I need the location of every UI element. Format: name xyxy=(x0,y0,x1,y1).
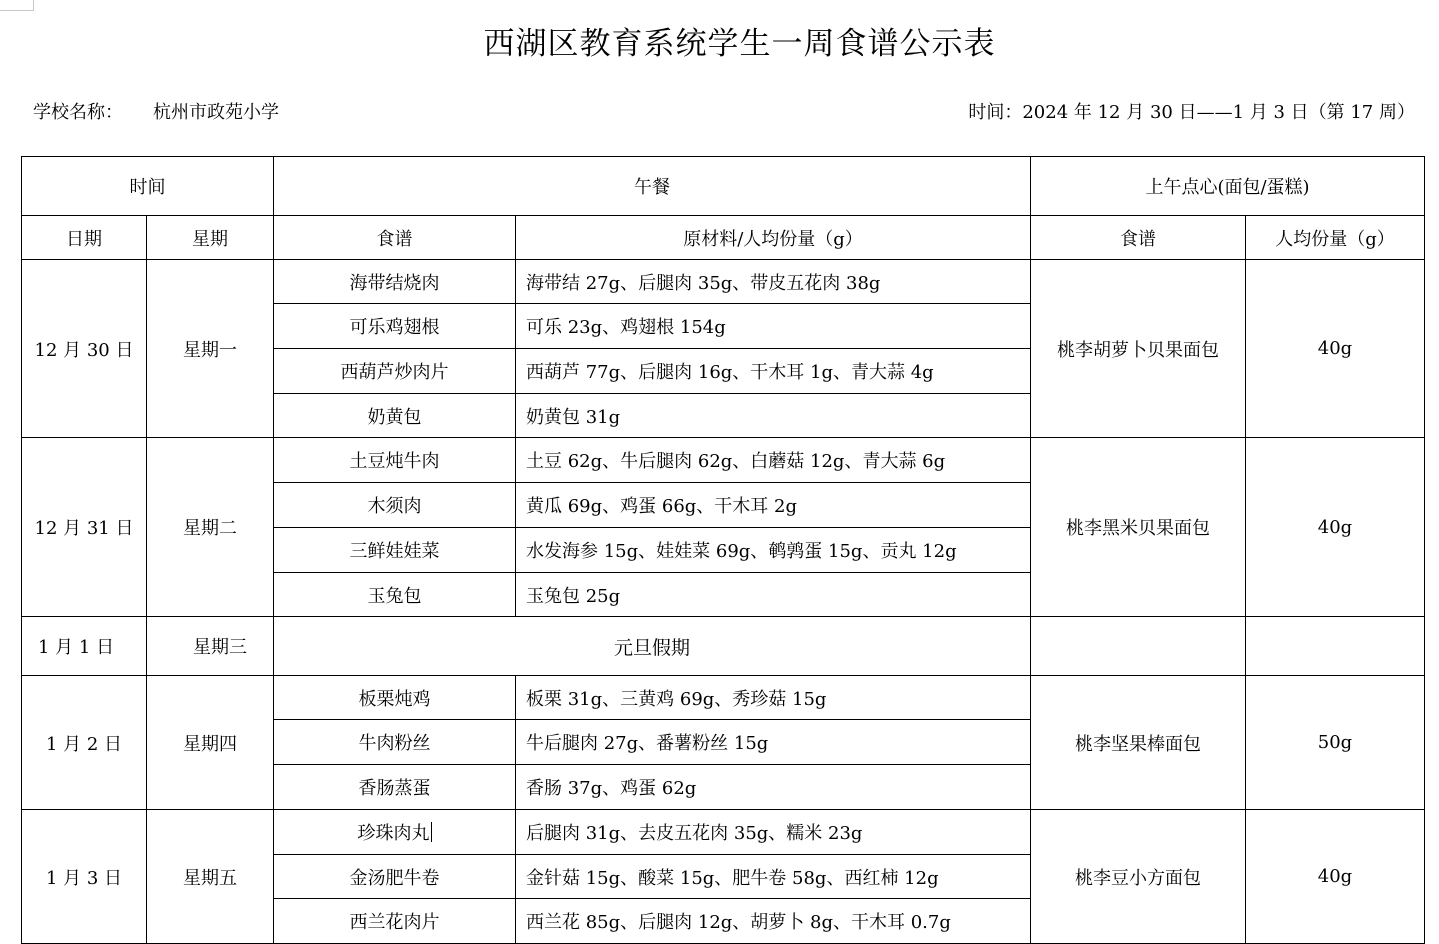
dish-name: 可乐鸡翅根 xyxy=(349,317,440,338)
period-info[interactable]: 时间：2024 年 12 月 30 日——1 月 3 日（第 17 周） xyxy=(968,102,1415,123)
ingredients-cell[interactable]: 西葫芦 77g、后腿肉 16g、干木耳 1g、青大蒜 4g xyxy=(516,349,1031,394)
dish-name-cell[interactable] xyxy=(274,349,516,394)
portion-cell[interactable]: 40g xyxy=(1246,438,1425,617)
dish-name-cell[interactable] xyxy=(274,810,516,855)
portion-cell[interactable]: 40g xyxy=(1246,810,1425,944)
header-recipe[interactable]: 食谱 xyxy=(274,216,516,260)
ingredients-cell[interactable]: 土豆 62g、牛后腿肉 62g、白蘑菇 12g、青大蒜 6g xyxy=(516,438,1031,483)
weekday-cell[interactable]: 星期二 xyxy=(147,438,274,617)
weekday-cell[interactable]: 星期四 xyxy=(147,676,274,810)
snack-cell-empty[interactable] xyxy=(1031,617,1246,676)
dish-name-cell[interactable] xyxy=(274,765,516,810)
dish-name-cell[interactable] xyxy=(274,855,516,899)
header-ingredients[interactable]: 原材料/人均份量（g） xyxy=(516,216,1031,260)
dish-name: 牛肉粉丝 xyxy=(358,733,431,754)
page-title: 西湖区教育系统学生一周食谱公示表 xyxy=(483,26,996,62)
dish-name: 海带结烧肉 xyxy=(349,272,440,294)
school-label: 学校名称： xyxy=(33,102,123,123)
ingredients-cell[interactable]: 香肠 37g、鸡蛋 62g xyxy=(516,765,1031,810)
ingredients-cell[interactable]: 奶黄包 31g xyxy=(516,394,1031,438)
dish-name-cell[interactable] xyxy=(274,899,516,944)
snack-cell[interactable]: 桃李坚果棒面包 xyxy=(1031,676,1246,810)
menu-table xyxy=(21,156,1425,944)
header-snack-recipe[interactable]: 食谱 xyxy=(1031,216,1246,260)
dish-name: 西葫芦炒肉片 xyxy=(340,362,449,383)
header-lunch[interactable]: 午餐 xyxy=(274,157,1031,216)
dish-name: 木须肉 xyxy=(367,496,422,517)
school-name[interactable]: 杭州市政苑小学 xyxy=(153,102,279,123)
header-portion[interactable]: 人均份量（g） xyxy=(1246,216,1425,260)
table-row-holiday xyxy=(22,617,1425,676)
page-corner-mark xyxy=(0,0,34,11)
dish-name: 土豆炖牛肉 xyxy=(349,451,440,472)
dish-name: 珍珠肉丸 xyxy=(357,823,430,844)
date-cell[interactable]: 12 月 31 日 xyxy=(22,438,147,617)
date-cell[interactable]: 12 月 30 日 xyxy=(22,260,147,438)
weekday-cell[interactable]: 星期五 xyxy=(147,810,274,944)
dish-name: 三鲜娃娃菜 xyxy=(349,541,440,562)
dish-name-cell[interactable] xyxy=(274,720,516,765)
ingredients-cell[interactable]: 海带结 27g、后腿肉 35g、带皮五花肉 38g xyxy=(516,260,1031,304)
ingredients-cell[interactable]: 可乐 23g、鸡翅根 154g xyxy=(516,304,1031,349)
ingredients-cell[interactable]: 黄瓜 69g、鸡蛋 66g、干木耳 2g xyxy=(516,483,1031,528)
snack-cell[interactable]: 桃李胡萝卜贝果面包 xyxy=(1031,260,1246,438)
ingredients-cell[interactable]: 后腿肉 31g、去皮五花肉 35g、糯米 23g xyxy=(516,810,1031,855)
date-cell[interactable]: 1 月 3 日 xyxy=(22,810,147,944)
dish-name: 金汤肥牛卷 xyxy=(349,867,440,889)
table-row xyxy=(22,810,1425,855)
dish-name-cell[interactable] xyxy=(274,394,516,438)
dish-name: 西兰花肉片 xyxy=(349,912,440,933)
dish-name: 玉兔包 xyxy=(367,585,422,607)
header-weekday[interactable]: 星期 xyxy=(147,216,274,260)
table-row xyxy=(22,676,1425,720)
dish-name-cell[interactable] xyxy=(274,528,516,573)
portion-cell[interactable]: 40g xyxy=(1246,260,1425,438)
text-cursor xyxy=(431,822,432,842)
dish-name: 香肠蒸蛋 xyxy=(358,778,431,799)
header-snack[interactable]: 上午点心(面包/蛋糕) xyxy=(1031,157,1425,216)
weekday-cell[interactable]: 星期一 xyxy=(147,260,274,438)
snack-cell[interactable]: 桃李黑米贝果面包 xyxy=(1031,438,1246,617)
header-time[interactable]: 时间 xyxy=(22,157,274,216)
dish-name-cell[interactable] xyxy=(274,483,516,528)
ingredients-cell[interactable]: 西兰花 85g、后腿肉 12g、胡萝卜 8g、干木耳 0.7g xyxy=(516,899,1031,944)
dish-name: 板栗炖鸡 xyxy=(358,688,431,710)
date-cell[interactable]: 1 月 2 日 xyxy=(22,676,147,810)
date-cell[interactable]: 1 月 1 日 xyxy=(22,617,147,676)
holiday-cell[interactable]: 元旦假期 xyxy=(274,617,1031,676)
portion-cell-empty[interactable] xyxy=(1246,617,1425,676)
weekday-cell[interactable]: 星期三 xyxy=(147,617,274,676)
table-row xyxy=(22,438,1425,483)
table-row xyxy=(22,260,1425,304)
dish-name-cell[interactable] xyxy=(274,573,516,617)
dish-name-cell[interactable] xyxy=(274,304,516,349)
ingredients-cell[interactable]: 金针菇 15g、酸菜 15g、肥牛卷 58g、西红柿 12g xyxy=(516,855,1031,899)
header-row-2 xyxy=(22,216,1425,260)
ingredients-cell[interactable]: 水发海参 15g、娃娃菜 69g、鹌鹑蛋 15g、贡丸 12g xyxy=(516,528,1031,573)
header-date[interactable]: 日期 xyxy=(22,216,147,260)
school-info xyxy=(33,98,279,124)
ingredients-cell[interactable]: 玉兔包 25g xyxy=(516,573,1031,617)
ingredients-cell[interactable]: 牛后腿肉 27g、番薯粉丝 15g xyxy=(516,720,1031,765)
ingredients-cell[interactable]: 板栗 31g、三黄鸡 69g、秀珍菇 15g xyxy=(516,676,1031,720)
dish-name-cell[interactable] xyxy=(274,676,516,720)
dish-name-cell[interactable] xyxy=(274,260,516,304)
snack-cell[interactable]: 桃李豆小方面包 xyxy=(1031,810,1246,944)
portion-cell[interactable]: 50g xyxy=(1246,676,1425,810)
dish-name: 奶黄包 xyxy=(367,406,422,428)
dish-name-cell[interactable] xyxy=(274,438,516,483)
header-row-1 xyxy=(22,157,1425,216)
